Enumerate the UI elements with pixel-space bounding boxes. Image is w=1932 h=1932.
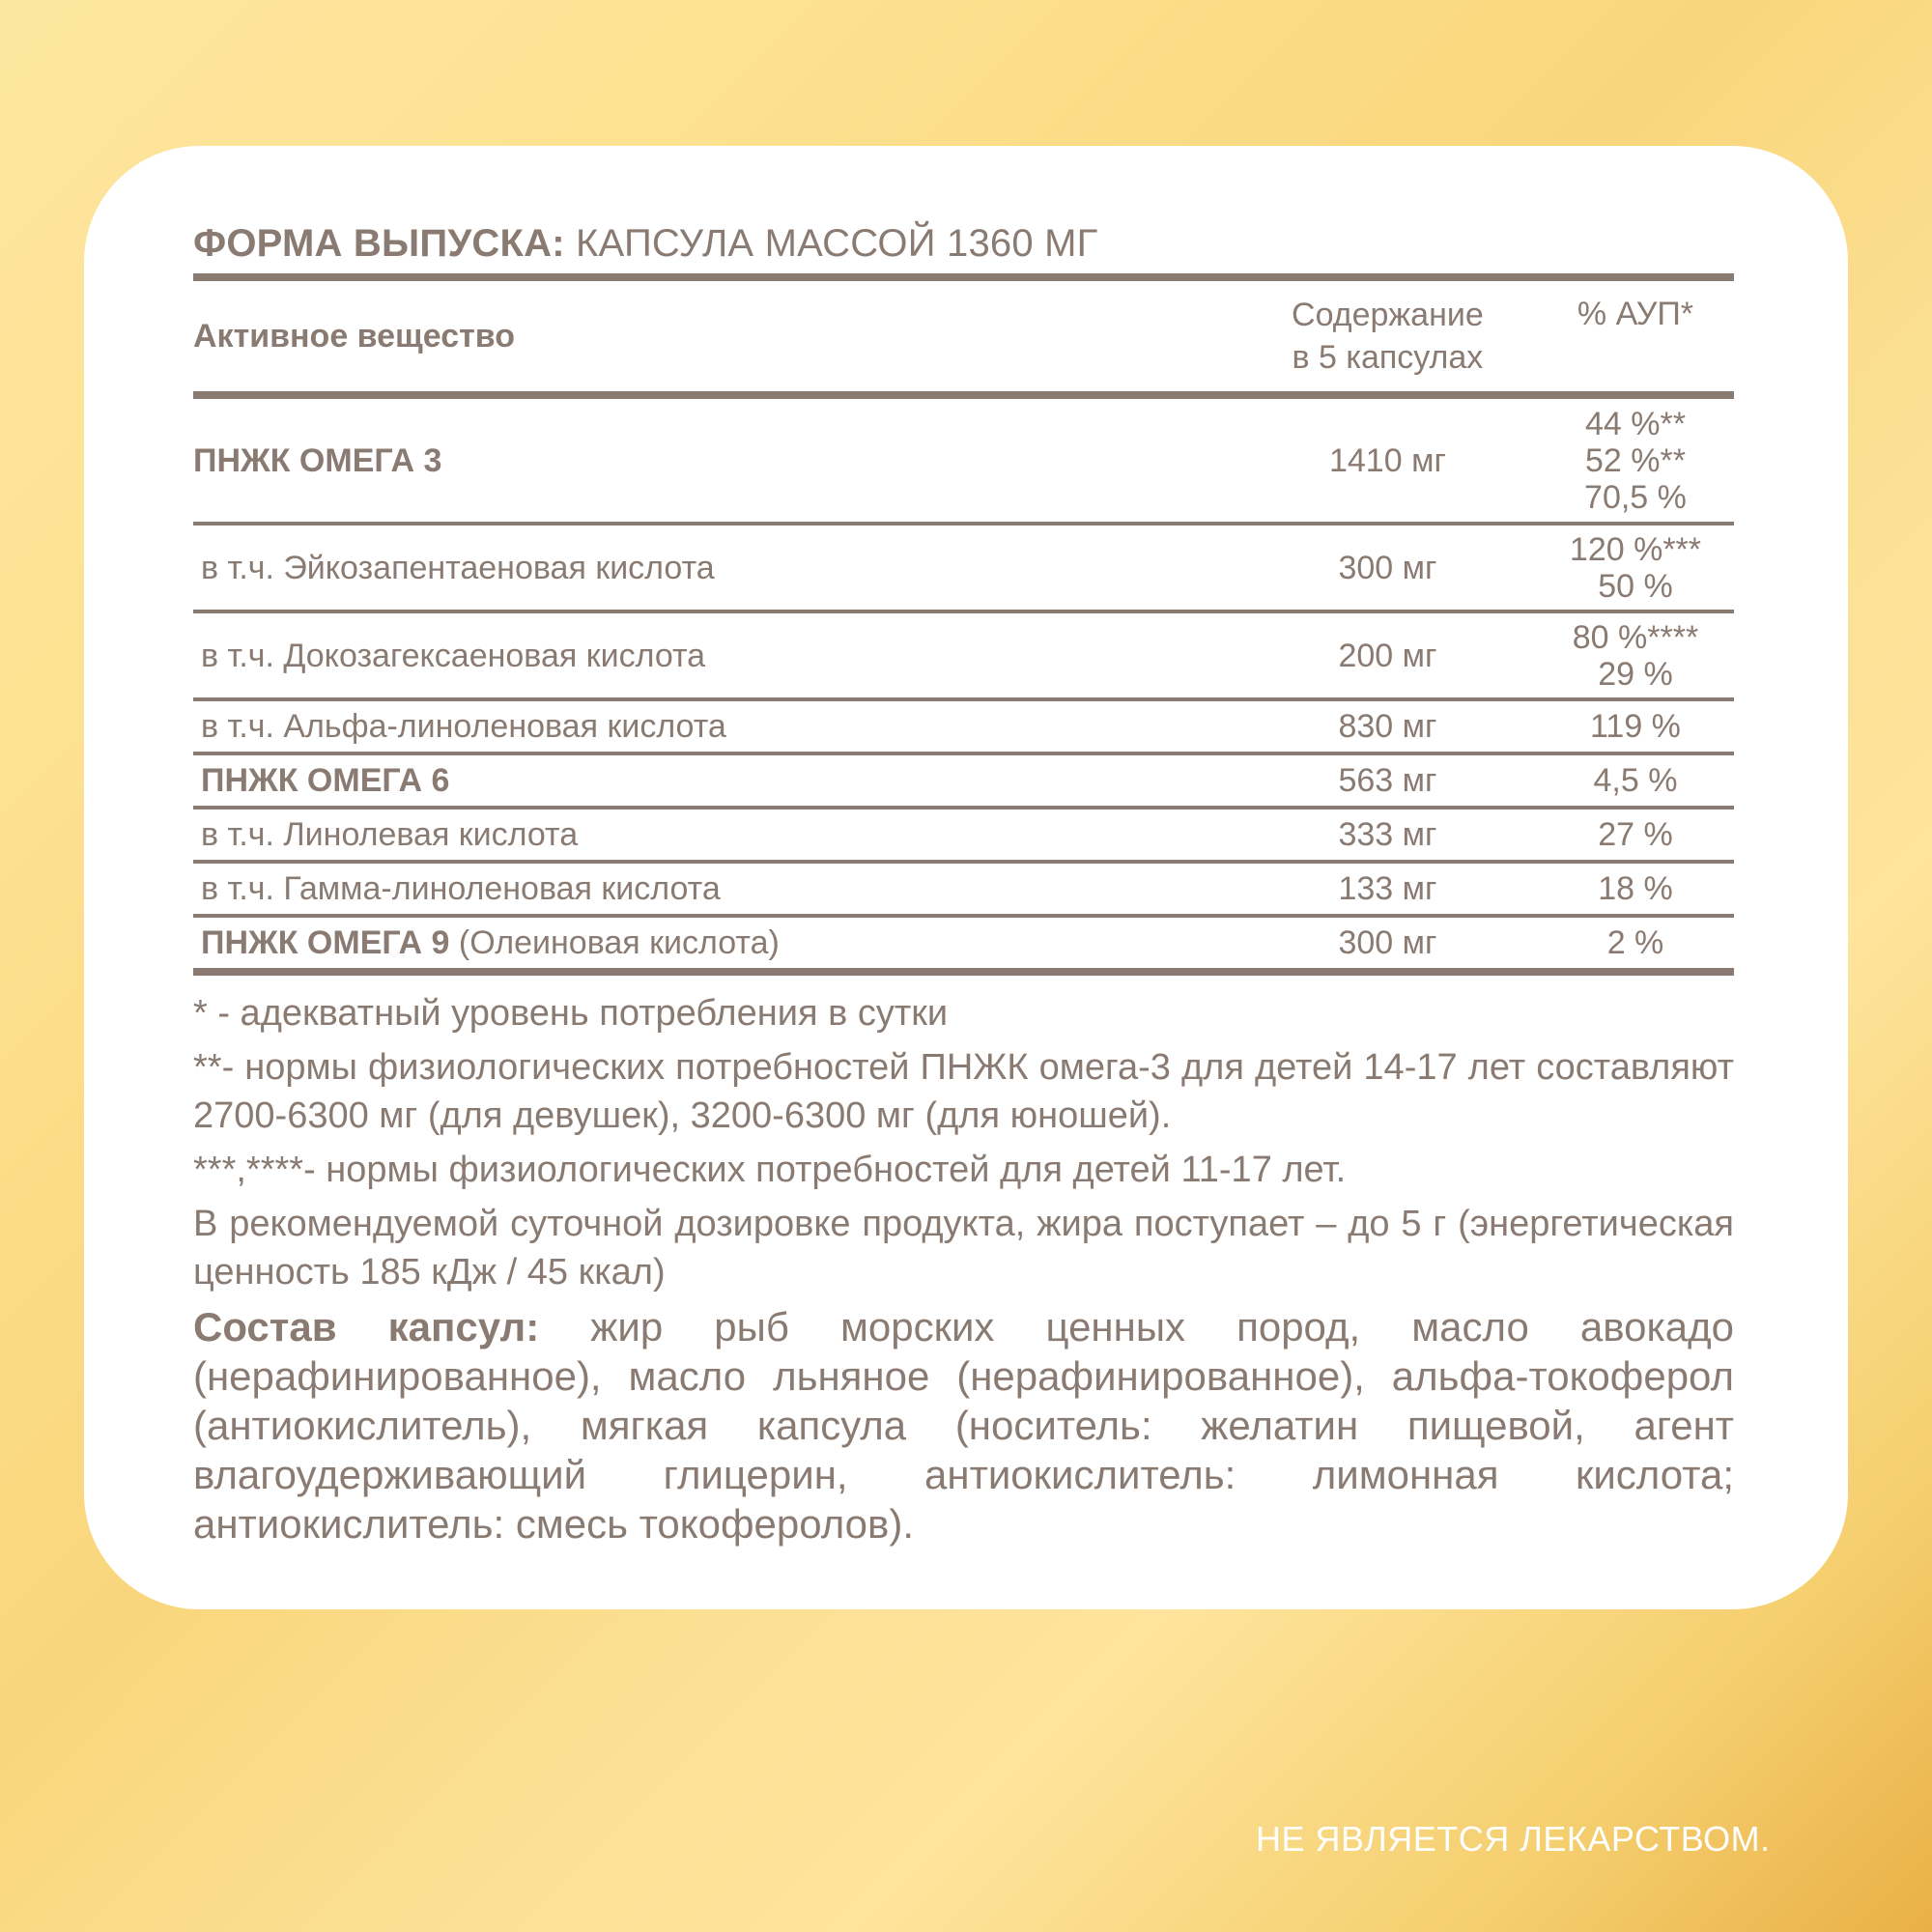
row-aup: 4,5 % — [1593, 762, 1678, 799]
row-name — [193, 916, 1238, 972]
row-name: ПНЖК ОМЕГА 6 — [201, 762, 450, 799]
table-row — [193, 808, 1734, 862]
row-name: в т.ч. Докозагексаеновая кислота — [201, 637, 706, 674]
composition-label: Состав капсул: — [193, 1304, 540, 1350]
table-header-row — [193, 277, 1734, 395]
disclaimer-text: НЕ ЯВЛЯЕТСЯ ЛЕКАРСТВОМ. — [1256, 1819, 1771, 1859]
row-aup: 2 % — [1606, 924, 1664, 961]
row-amount: 1410 мг — [1328, 441, 1446, 479]
info-card — [84, 146, 1848, 1609]
heading-light: КАПСУЛА МАССОЙ 1360 МГ — [576, 222, 1098, 265]
table-row — [193, 753, 1734, 808]
footnote-2: **- нормы физиологических потребностей ПНЖК омега-3 для детей 14-17 лет составляют 2700-6300 мг (для девушек), 3200-6300 мг (для юношей). — [193, 1047, 1734, 1136]
row-amount: 563 мг — [1338, 762, 1437, 799]
row-amount: 133 мг — [1338, 870, 1437, 907]
row-name: в т.ч. Альфа-линоленовая кислота — [201, 708, 726, 745]
header-content-line1: Содержание — [1292, 297, 1484, 333]
footnote-3: ***,****- нормы физиологических потребностей для детей 11-17 лет. — [193, 1150, 1347, 1190]
capsule-composition — [193, 1302, 1734, 1548]
row-aup-value: 44 %** — [1585, 405, 1686, 442]
table-row — [193, 395, 1734, 524]
release-form-heading — [193, 213, 1734, 273]
row-name: в т.ч. Линолевая кислота — [201, 816, 579, 853]
row-name: в т.ч. Эйкозапентаеновая кислота — [201, 549, 715, 586]
row-aup: 18 % — [1598, 870, 1673, 907]
header-content — [1238, 277, 1537, 395]
table-row — [193, 611, 1734, 699]
row-amount: 200 мг — [1338, 637, 1437, 674]
row-amount: 830 мг — [1338, 708, 1437, 745]
table-row — [193, 862, 1734, 916]
row-aup-value: 29 % — [1598, 655, 1673, 693]
row-aup — [1537, 524, 1734, 611]
row-aup-value: 70,5 % — [1584, 478, 1687, 516]
composition-table — [193, 273, 1734, 976]
row-aup — [1537, 611, 1734, 699]
row-aup-value: 52 %** — [1585, 441, 1686, 479]
table-row — [193, 699, 1734, 753]
row-amount: 333 мг — [1338, 816, 1437, 853]
footnote-4: В рекомендуемой суточной дозировке продукта, жира поступает – до 5 г (энергетическая ценность 185 кДж / 45 ккал) — [193, 1204, 1734, 1293]
row-name: ПНЖК ОМЕГА 3 — [193, 441, 442, 479]
header-substance: Активное вещество — [193, 318, 515, 355]
row-aup: 27 % — [1598, 816, 1673, 853]
row-aup-value: 120 %*** — [1569, 530, 1702, 568]
table-row — [193, 916, 1734, 972]
header-aup: % АУП* — [1577, 296, 1694, 332]
footnotes — [193, 989, 1734, 1296]
card-content — [193, 213, 1734, 1589]
row-name: в т.ч. Гамма-линоленовая кислота — [201, 870, 721, 907]
footnote-1: * - адекватный уровень потребления в сутки — [193, 993, 949, 1034]
composition-text: жир рыб морских ценных пород, масло авокадо (нерафинированное), масло льняное (нерафинированное), альфа-токоферол (антиокислитель), мягкая капсула (носитель: желатин пищевой, агент влагоудерживающий глицерин, антиокислитель: лимонная кислота; антиокислитель: смесь токоферолов). — [193, 1304, 1734, 1547]
row-name-bold: ПНЖК ОМЕГА 9 — [201, 924, 450, 961]
row-amount: 300 мг — [1338, 924, 1437, 961]
row-aup-value: 50 % — [1598, 567, 1673, 605]
heading-bold: ФОРМА ВЫПУСКА: — [193, 222, 565, 265]
row-aup-value: 80 %**** — [1572, 618, 1699, 656]
row-name-suffix: (Олеиновая кислота) — [458, 924, 780, 961]
row-aup — [1537, 395, 1734, 524]
table-row — [193, 524, 1734, 611]
row-amount: 300 мг — [1338, 549, 1437, 586]
row-aup: 119 % — [1590, 708, 1681, 745]
header-content-line2: в 5 капсулах — [1292, 339, 1484, 376]
